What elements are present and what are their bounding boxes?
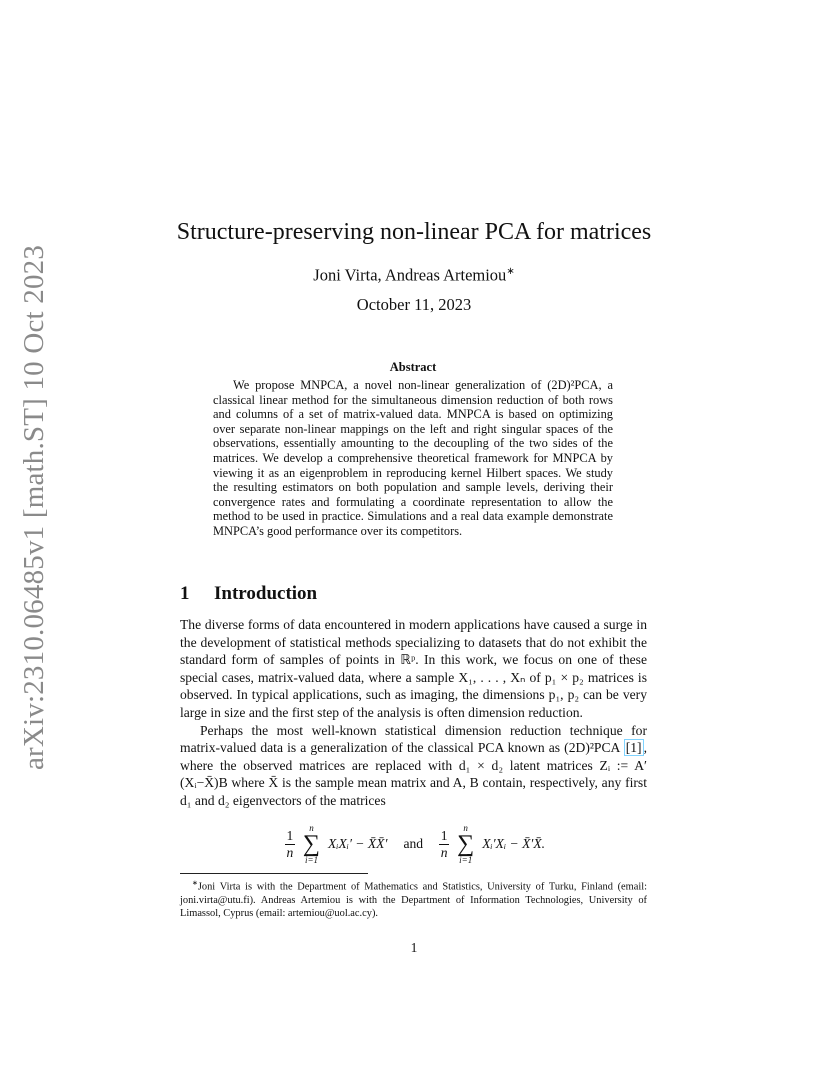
fraction-numerator: 1 (286, 827, 294, 843)
sum-upper-limit: n (309, 823, 314, 833)
abstract-heading: Abstract (389, 360, 437, 374)
paper-title: Structure-preserving non-linear PCA for matrices (176, 219, 652, 245)
expression-left: XᵢXᵢ′ − X̄X̄′ (328, 836, 388, 851)
author-footnote-mark[interactable]: ∗ (506, 266, 515, 277)
paper-date: October 11, 2023 (356, 295, 472, 314)
fraction-right (439, 829, 449, 860)
citation-link[interactable]: [1] (625, 740, 642, 756)
footnote-mark: ∗ (192, 879, 198, 887)
introduction-body (180, 616, 647, 810)
sigma-symbol: ∑ (302, 831, 321, 857)
sigma-symbol: ∑ (457, 831, 475, 857)
footnote-text: Joni Virta is with the Department of Mathematics and Statistics, University of Turku, Finland (email: joni.virta@utu.fi). Andreas Artemiou is with the Department of Information Technologies, University of Limassol, Cyprus (email: artemiou@uol.ac.cy). (180, 881, 647, 919)
arxiv-stamp (10, 244, 60, 770)
expression-right: Xᵢ′Xᵢ − X̄′X̄. (482, 836, 546, 851)
abstract-text: We propose MNPCA, a novel non-linear generalization of (2D)²PCA, a classical linear method for the simultaneous dimension reduction of both rows and columns of a set of matrix-valued data. MNPCA is based on optimizing over separate non-linear mappings on the left and right singular spaces of the observations, essentially amounting to the decoupling of the two sides of the matrices. We develop a comprehensive theoretical framework for MNPCA by viewing it as an eigenproblem in reproducing kernel Hilbert spaces. We study the resulting estimators on both population and sample levels, deriving their convergence rates and formulating a coordinate representation to allow the method to be used in practice. Simulations and a real data example demonstrate MNPCA’s good performance over its competitors. (213, 378, 613, 538)
display-equation (250, 820, 580, 868)
authors-line (150, 261, 678, 287)
summation-left (303, 823, 320, 865)
footnote (180, 877, 647, 920)
intro-paragraph-2 (180, 722, 647, 810)
equation-and: and (403, 836, 424, 851)
summation-right (457, 823, 474, 865)
intro-p2-text-b: , where the observed matrices are replaced with d₁ × d₂ latent matrices Zᵢ := A′(Xᵢ−X̄)B where X̄ is the sample mean matrix and A, B contain, respectively, any first d₁ and d₂ eigenvectors of the matrices (180, 740, 647, 808)
fraction-denominator: n (440, 844, 448, 860)
intro-paragraph-1: The diverse forms of data encountered in modern applications have caused a surge in the development of statistical methods specializing to datasets that do not exhibit the standard form of samples of points in ℝᵖ. In this work, we focus on one of these special cases, matrix-valued data, where a sample X₁, . . . , Xₙ of p₁ × p₂ matrices is observed. In typical applications, such as imaging, the dimensions p₁, p₂ can be very large in size and the first step of the analysis is often dimension reduction. (180, 617, 647, 720)
fraction-denominator: n (286, 844, 294, 860)
page-number: 1 (410, 940, 418, 955)
section-title: Introduction (214, 583, 318, 604)
sum-lower-limit: i=1 (459, 855, 473, 865)
fraction-left (285, 829, 295, 860)
intro-p2-text-a: Perhaps the most well-known statistical dimension reduction technique for matrix-valued data is a generalization of the classical PCA known as (2D)²PCA (180, 722, 647, 756)
sum-lower-limit: i=1 (304, 855, 319, 865)
footnote-divider (180, 873, 368, 874)
sum-upper-limit: n (463, 823, 468, 833)
arxiv-identifier[interactable]: arXiv:2310.06485v1 [math.ST] 10 Oct 2023 (18, 244, 51, 770)
author-names: Joni Virta, Andreas Artemiou (313, 265, 507, 285)
section-heading (180, 582, 650, 606)
section-number: 1 (180, 583, 190, 604)
fraction-numerator: 1 (440, 827, 448, 843)
